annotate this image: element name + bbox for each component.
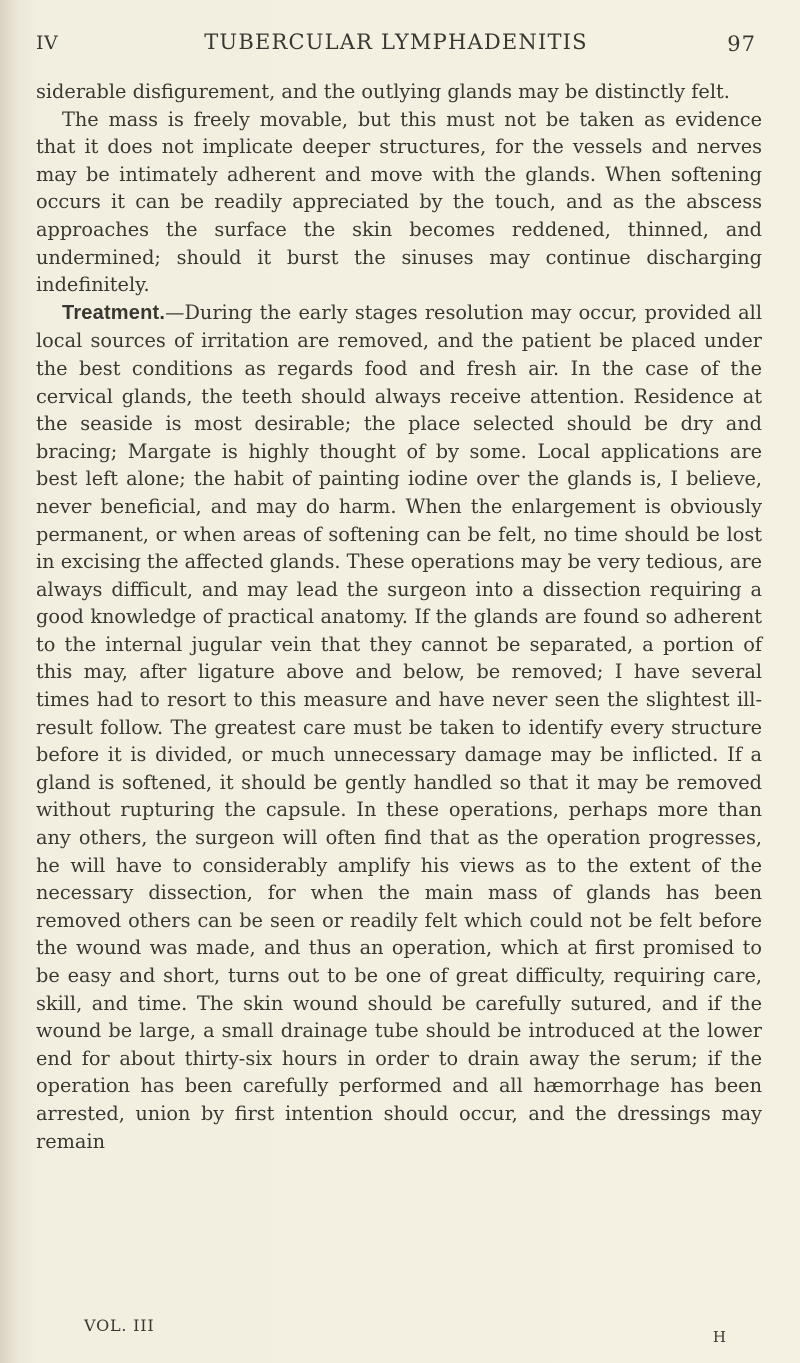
paragraph-mass-description: The mass is freely movable, but this must not be taken as evidence that it does not implicate deeper structures, for the vessels and nerves may be intimately adherent and move with the glands. When softening occurs it can be readily appreciated by the touch, and as the abscess approaches the surface the skin becomes reddened, thinned, and undermined; should it burst the sinuses may continue discharging indefinitely. xyxy=(36,107,762,297)
paragraph-continued: siderable disfigurement, and the outlying glands may be distinctly felt. xyxy=(36,80,730,103)
page-footer xyxy=(70,1316,740,1346)
signature-mark: H xyxy=(712,1328,726,1346)
body-text xyxy=(36,78,762,1155)
paragraph-treatment xyxy=(36,299,762,1155)
volume-label: VOL. III xyxy=(84,1316,155,1335)
running-head xyxy=(36,30,756,60)
chapter-number: IV xyxy=(36,32,59,54)
section-heading-treatment: Treatment. xyxy=(62,301,166,324)
page-number: 97 xyxy=(727,32,756,56)
treatment-text: —During the early stages resolution may occur, provided all local sources of irritation are removed, and the patient be placed under the best conditions as regards food and fresh air. In the case of the cervical glands, the teeth should always receive attention. Residence at the seaside is most desirable; the place selected should be dry and bracing; Margate is highly thought of by some. Local applications are best left alone; the habit of painting iodine over the glands is, I believe, never beneficial, and may do harm. When the enlargement is obviously permanent, or when areas of softening can be felt, no time should be lost in excising the affected glands. These operations may be very tedious, are always difficult, and may lead the surgeon into a dissection requiring a good knowledge of practical anatomy. If the glands are found so adherent to the internal jugular vein that they cannot be separated, a portion of this may, after ligature above and below, be removed; I have several times had to resort to this measure and have never seen the slightest ill-result follow. The greatest care must be taken to identify every structure before it is divided, or much unnecessary damage may be inflicted. If a gland is softened, it should be gently handled so that it may be removed without rupturing the capsule. In these operations, perhaps more than any others, the surgeon will often find that as the operation progresses, he will have to considerably amplify his views as to the extent of the necessary dissection, for when the main mass of glands has been removed others can be seen or readily felt which could not be felt before the wound was made, and thus an operation, which at first promised to be easy and short, turns out to be one of great difficulty, requiring care, skill, and time. The skin wound should be carefully sutured, and if the wound be large, a small drainage tube should be introduced at the lower end for about thirty-six hours in order to drain away the serum; if the operation has been carefully performed and all hæmorrhage has been arrested, union by first intention should occur, and the dressings may remain xyxy=(36,300,762,1153)
running-title: TUBERCULAR LYMPHADENITIS xyxy=(204,30,588,54)
